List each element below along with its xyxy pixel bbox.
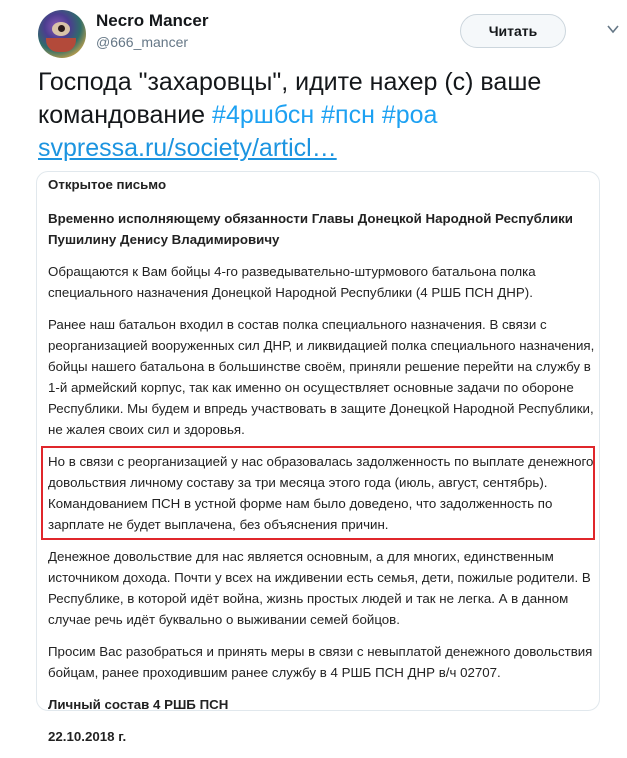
hashtag[interactable]: #4ршбсн [212,101,315,129]
letter-paragraph: Денежное довольствие для нас является основным, а для многих, единственным источником дохода. Почти у всех на иждивении есть семья, дети, пожилые родители. В Республике, в которой идёт война, жизнь простых людей и так не легка. А в данном случае речь идёт буквально о выживании семей бойцов. [48,549,591,627]
highlight-box [41,446,595,540]
avatar-eye [52,22,70,36]
letter-paragraph: Просим Вас разобраться и принять меры в связи с невыплатой денежного довольствия бойцам, ранее проходившим ранее службу в 4 РШБ ПСН ДНР в/ч 02707. [48,644,593,680]
tweet-text [38,66,618,165]
chevron-down-icon[interactable] [606,22,620,36]
letter-paragraph-highlighted: Но в связи с реорганизацией у нас образовалась задолженность по выплате денежного довольствия личному составу за три месяца этого года (июль, август, сентябрь). Командованием ПСН в устной форме нам было доведено, что задолженность по зарплате не будет выплачена, без объяснения причин. [48,454,594,532]
follow-button[interactable]: Читать [460,14,566,48]
tweet-link[interactable]: svpressa.ru/society/articl… [38,134,337,162]
letter-date: 22.10.2018 г. [48,729,127,744]
letter-addressee: Временно исполняющему обязанности Главы Донецкой Народной Республики Пушилину Денису Владимировичу [48,211,573,247]
letter-paragraph: Обращаются к Вам бойцы 4-го разведывательно-штурмового батальона полка специального назначения Донецкой Народной Республики (4 РШБ ПСН ДНР). [48,264,536,300]
attached-image[interactable] [36,171,600,744]
avatar[interactable] [38,10,86,58]
letter-title: Открытое письмо [48,177,167,192]
tweet-header [38,8,618,60]
hashtag[interactable]: #роа [381,101,438,129]
hashtag[interactable]: #псн [321,101,375,129]
user-handle[interactable]: @666_mancer [96,34,189,50]
tweet-body: Господа "захаровцы", идите нахер (с) ваше командование [38,68,542,129]
letter-signature: Личный состав 4 РШБ ПСН [48,697,229,712]
user-name[interactable]: Necro Mancer [96,11,209,30]
letter-paragraph: Ранее наш батальон входил в состав полка специального назначения. В связи с реорганизацией вооруженных сил ДНР, и ликвидацией полка специального назначения, бойцы нашего батальона в большинстве своём, приняли решение перейти на службу в 1-й армейский корпус, так как именно он осуществляет основные задачи по обороне Республики. Мы будем и впредь участвовать в защите Донецкой Народной Республики, не жалея своих сил и здоровья. [48,317,595,437]
avatar-jaw [46,38,76,52]
